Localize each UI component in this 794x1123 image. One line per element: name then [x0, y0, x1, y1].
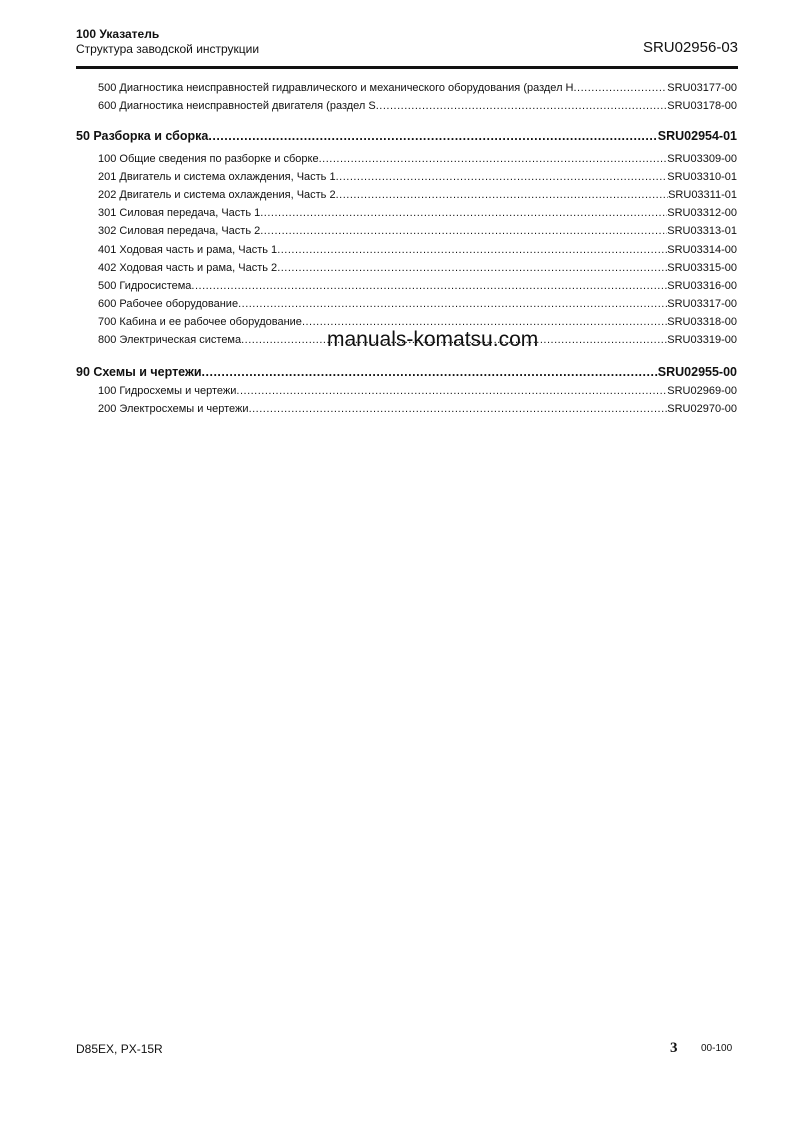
toc-entry-title: 600 Диагностика неисправностей двигателя (раздел S [98, 100, 376, 112]
dot-leader [573, 80, 667, 96]
toc-heading[interactable] [76, 128, 737, 144]
toc-entry-title: 90 Схемы и чертежи [76, 365, 202, 379]
toc-entry-title: 402 Ходовая часть и рама, Часть 2 [98, 262, 278, 274]
toc-entry-code: SRU03177-00 [667, 82, 737, 94]
toc-entry-title: 201 Двигатель и система охлаждения, Часть 1 [98, 171, 336, 183]
toc-entry[interactable] [98, 242, 737, 258]
dot-leader [336, 187, 669, 203]
toc-entry-code: SRU03311-01 [668, 189, 737, 201]
toc-entry[interactable] [98, 296, 737, 312]
toc-entry-code: SRU03315-00 [667, 262, 737, 274]
page-number: 3 [670, 1040, 678, 1056]
toc-entry-code: SRU03317-00 [667, 298, 737, 310]
toc-entry-title: 600 Рабочее оборудование [98, 298, 239, 310]
toc-entry[interactable] [98, 383, 737, 399]
toc-entry-code: SRU03319-00 [667, 334, 737, 346]
toc-heading[interactable] [76, 364, 737, 380]
toc-entry[interactable] [98, 260, 737, 276]
toc-entry-title: 800 Электрическая система [98, 334, 242, 346]
dot-leader [277, 242, 667, 258]
toc-entry-title: 500 Диагностика неисправностей гидравлического и механического оборудования (раздел H [98, 82, 574, 94]
toc-entry-code: SRU02955-00 [657, 365, 737, 379]
toc-entry-title: 301 Силовая передача, Часть 1 [98, 207, 261, 219]
toc-entry-code: SRU03309-00 [667, 153, 737, 165]
toc-entry[interactable] [98, 223, 737, 239]
document-code: SRU02956-03 [642, 39, 738, 56]
dot-leader [336, 169, 668, 185]
toc-entry-title: 302 Силовая передача, Часть 2 [98, 225, 261, 237]
toc-entry[interactable] [98, 187, 737, 203]
dot-leader [236, 383, 667, 399]
toc-entry-title: 401 Ходовая часть и рама, Часть 1 [98, 244, 278, 256]
toc-entry-code: SRU03312-00 [667, 207, 737, 219]
footer-model: D85EX, PX-15R [76, 1042, 163, 1056]
toc-entry[interactable] [98, 205, 737, 221]
toc-entry-code: SRU02970-00 [667, 403, 737, 415]
dot-leader [319, 151, 668, 167]
footer-section-code: 00-100 [701, 1043, 733, 1054]
dot-leader [277, 260, 667, 276]
toc-entry-title: 202 Двигатель и система охлаждения, Часть 2 [98, 189, 336, 201]
toc-entry-code: SRU03314-00 [667, 244, 737, 256]
dot-leader [202, 364, 658, 380]
watermark: manuals-komatsu.com [327, 328, 539, 351]
toc-entry-code: SRU02954-01 [657, 129, 737, 143]
dot-leader [260, 223, 667, 239]
toc-entry[interactable] [98, 80, 737, 96]
dot-leader [249, 401, 668, 417]
toc-entry-title: 700 Кабина и ее рабочее оборудование [98, 316, 302, 328]
toc-entry[interactable] [98, 98, 737, 114]
toc-entry-code: SRU03178-00 [667, 100, 737, 112]
dot-leader [260, 205, 667, 221]
toc-entry[interactable] [98, 169, 737, 185]
toc-entry-code: SRU03310-01 [667, 171, 737, 183]
toc-entry[interactable] [98, 278, 737, 294]
dot-leader [191, 278, 667, 294]
toc-entry-code: SRU03316-00 [667, 280, 737, 292]
toc-entry-title: 200 Электросхемы и чертежи [98, 403, 249, 415]
section-title: 100 Указатель [76, 27, 160, 41]
toc-entry[interactable] [98, 151, 737, 167]
toc-entry-title: 500 Гидросистема [98, 280, 192, 292]
dot-leader [238, 296, 667, 312]
toc-entry-title: 50 Разборка и сборка [76, 129, 209, 143]
dot-leader [208, 128, 657, 144]
header-divider [76, 66, 738, 69]
toc-entry-code: SRU03318-00 [667, 316, 737, 328]
toc-entry-code: SRU03313-01 [667, 225, 737, 237]
toc-entry-title: 100 Общие сведения по разборке и сборке [98, 153, 319, 165]
dot-leader [376, 98, 668, 114]
toc-entry-code: SRU02969-00 [667, 385, 737, 397]
toc-entry[interactable] [98, 401, 737, 417]
section-subtitle: Структура заводской инструкции [76, 42, 260, 56]
toc-entry-title: 100 Гидросхемы и чертежи [98, 385, 237, 397]
